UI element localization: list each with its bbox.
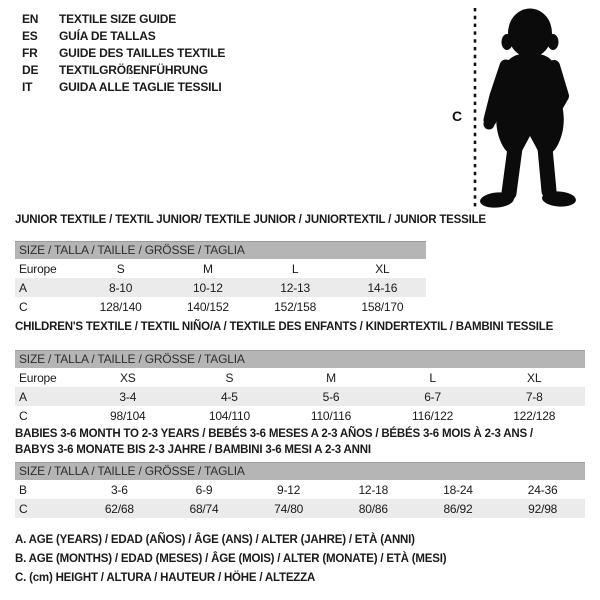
lang-row-fr bbox=[22, 45, 225, 62]
size-cell: 92/98 bbox=[528, 501, 558, 516]
size-cell: 104/110 bbox=[208, 408, 250, 423]
legend-height-cm: C. (cm) HEIGHT / ALTURA / HAUTEUR / HÖHE / ALTEZZA bbox=[15, 572, 316, 584]
size-cell: 10-12 bbox=[193, 280, 223, 295]
row-label: C bbox=[19, 299, 28, 314]
table-row bbox=[15, 499, 585, 518]
size-cell: 128/140 bbox=[99, 299, 142, 314]
row-label: C bbox=[19, 408, 28, 423]
size-cell: M bbox=[202, 261, 213, 276]
size-cell: 9-12 bbox=[277, 482, 301, 497]
size-cell: 5-6 bbox=[322, 389, 340, 404]
lang-row-it bbox=[22, 79, 225, 96]
row-label: Europe bbox=[19, 370, 57, 385]
lang-title: GUIDE DES TAILLES TEXTILE bbox=[59, 46, 226, 60]
babies-size-table bbox=[15, 480, 585, 518]
size-cell: 152/158 bbox=[274, 299, 317, 314]
size-header-bar: SIZE / TALLA / TAILLE / GRÖSSE / TAGLIA bbox=[15, 462, 585, 480]
row-label: C bbox=[19, 501, 28, 516]
size-cell: 116/122 bbox=[412, 408, 454, 423]
size-cell: 80/86 bbox=[358, 501, 388, 516]
size-cell: 12-18 bbox=[358, 482, 389, 497]
lang-code: FR bbox=[22, 46, 38, 60]
size-cell: 74/80 bbox=[274, 501, 304, 516]
lang-row-es bbox=[22, 28, 225, 45]
section-title-line2: BABYS 3-6 MONATE BIS 2-3 JAHRE / BAMBINI 3-6 MESI A 2-3 ANNI bbox=[15, 444, 371, 456]
size-cell: XL bbox=[375, 261, 390, 276]
table-row bbox=[15, 368, 585, 387]
children-size-table bbox=[15, 368, 585, 425]
table-row bbox=[15, 297, 426, 316]
section-junior-textile bbox=[15, 212, 486, 316]
size-cell: L bbox=[291, 261, 299, 276]
size-cell: M bbox=[326, 370, 336, 385]
height-c-label: C bbox=[452, 108, 463, 124]
row-label: Europe bbox=[19, 261, 57, 276]
size-cell: 68/74 bbox=[189, 501, 219, 516]
size-cell: 3-4 bbox=[119, 389, 137, 404]
size-cell: 98/104 bbox=[110, 408, 146, 423]
size-header-bar: SIZE / TALLA / TAILLE / GRÖSSE / TAGLIA bbox=[15, 350, 585, 368]
size-cell: 6-7 bbox=[424, 389, 441, 404]
size-cell: 14-16 bbox=[367, 280, 398, 295]
lang-row-en bbox=[22, 11, 225, 28]
size-cell: S bbox=[116, 261, 125, 276]
size-cell: 12-13 bbox=[280, 280, 310, 295]
table-row bbox=[15, 278, 426, 297]
section-title: CHILDREN'S TEXTILE / TEXTIL NIÑO/A / TEXTILE DES ENFANTS / KINDERTEXTIL / BAMBINI TESSILE bbox=[15, 321, 554, 333]
size-cell: L bbox=[429, 370, 436, 385]
section-children-textile bbox=[15, 319, 585, 425]
row-label: A bbox=[19, 389, 27, 404]
section-babies-textile bbox=[15, 426, 585, 518]
baby-height-figure bbox=[430, 0, 600, 230]
table-row bbox=[15, 259, 426, 278]
size-cell: 7-8 bbox=[525, 389, 543, 404]
size-cell: 4-5 bbox=[221, 389, 238, 404]
lang-code: IT bbox=[22, 80, 33, 94]
row-label: A bbox=[19, 280, 27, 295]
baby-silhouette-icon bbox=[479, 9, 576, 209]
size-cell: 110/116 bbox=[310, 408, 352, 423]
table-row bbox=[15, 480, 585, 499]
size-cell: 62/68 bbox=[104, 501, 134, 516]
lang-title: TEXTILGRÖßENFÜHRUNG bbox=[59, 63, 208, 77]
size-cell: 158/170 bbox=[361, 299, 404, 314]
lang-code: EN bbox=[22, 12, 39, 26]
size-header-bar: SIZE / TALLA / TAILLE / GRÖSSE / TAGLIA bbox=[15, 241, 426, 259]
section-title: JUNIOR TEXTILE / TEXTIL JUNIOR/ TEXTILE JUNIOR / JUNIORTEXTIL / JUNIOR TESSILE bbox=[15, 214, 486, 226]
size-cell: 122/128 bbox=[513, 408, 556, 423]
size-cell: XS bbox=[119, 370, 136, 385]
size-cell: XL bbox=[527, 370, 542, 385]
lang-code: DE bbox=[22, 63, 39, 77]
lang-title: GUÍA DE TALLAS bbox=[59, 29, 156, 43]
junior-size-table bbox=[15, 259, 426, 316]
size-cell: 18-24 bbox=[443, 482, 473, 497]
lang-row-de bbox=[22, 62, 225, 79]
size-cell: 6-9 bbox=[195, 482, 213, 497]
size-cell: 8-10 bbox=[109, 280, 133, 295]
size-cell: 24-36 bbox=[527, 482, 558, 497]
row-label: B bbox=[19, 482, 27, 497]
section-title-line1: BABIES 3-6 MONTH TO 2-3 YEARS / BEBÉS 3-6 MESES A 2-3 AÑOS / BÉBÉS 3-6 MOIS À 2-3 ANS / bbox=[15, 428, 533, 440]
lang-title: TEXTILE SIZE GUIDE bbox=[59, 12, 177, 26]
size-cell: S bbox=[225, 370, 234, 385]
language-title-list bbox=[22, 11, 225, 96]
legend-age-years: A. AGE (YEARS) / EDAD (AÑOS) / ÂGE (ANS) / ALTER (JAHRE) / ETÀ (ANNI) bbox=[15, 534, 415, 546]
lang-code: ES bbox=[22, 29, 38, 43]
size-cell: 3-6 bbox=[110, 482, 128, 497]
lang-title: GUIDA ALLE TAGLIE TESSILI bbox=[59, 80, 222, 94]
measure-legend bbox=[15, 531, 446, 588]
table-row bbox=[15, 387, 585, 406]
size-cell: 86/92 bbox=[443, 501, 473, 516]
table-row bbox=[15, 406, 585, 425]
size-cell: 140/152 bbox=[186, 299, 229, 314]
legend-age-months: B. AGE (MONTHS) / EDAD (MESES) / ÂGE (MOIS) / ALTER (MONATE) / ETÀ (MESI) bbox=[15, 553, 447, 565]
